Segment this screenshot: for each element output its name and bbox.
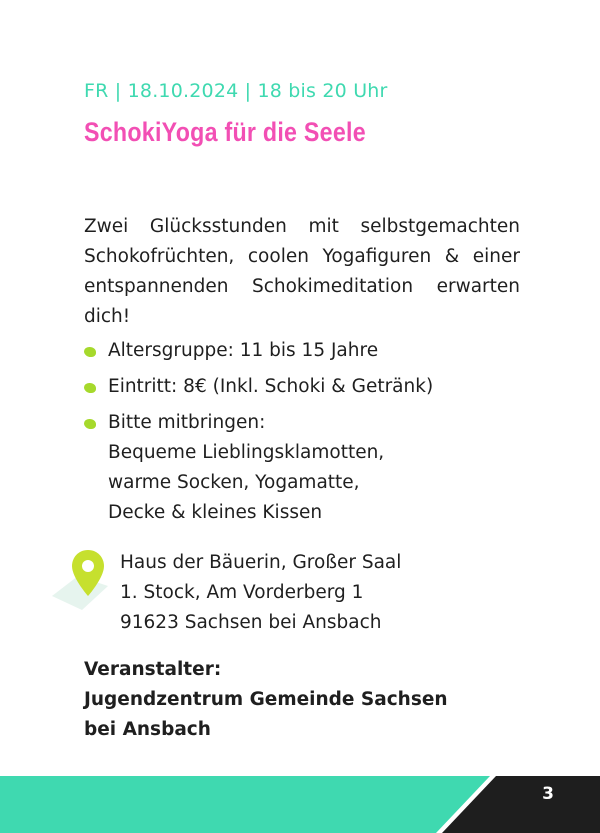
list-item-bring-along (84, 408, 534, 528)
event-details-list (84, 336, 534, 534)
page-footer (0, 776, 600, 833)
address-line: Haus der Bäuerin, Großer Saal (120, 552, 402, 573)
bullet-icon (84, 347, 96, 357)
address-line: 1. Stock, Am Vorderberg 1 (120, 582, 364, 603)
list-item-text: warme Socken, Yogamatte, (108, 472, 360, 493)
bullet-icon (84, 419, 96, 429)
list-item-text: Bitte mitbringen: (108, 412, 266, 433)
list-item-text: Altersgruppe: 11 bis 15 Jahre (108, 340, 379, 361)
footer-banner (0, 776, 600, 833)
event-location (52, 548, 552, 648)
address-line: 91623 Sachsen bei Ansbach (120, 612, 382, 633)
address (120, 548, 401, 638)
event-title: SchokiYoga für die Seele (84, 117, 366, 147)
event-date-line: FR | 18.10.2024 | 18 bis 20 Uhr (84, 80, 388, 102)
organizer-label: Veranstalter: (84, 659, 222, 680)
description-line: entspannenden Schokimeditation erwarten (84, 276, 520, 297)
description-line: dich! (84, 306, 131, 327)
list-item-admission (84, 372, 534, 402)
list-item-age-group (84, 336, 534, 366)
event-organizer (84, 655, 448, 745)
list-item-text: Decke & kleines Kissen (108, 502, 323, 523)
organizer-name-line: Jugendzentrum Gemeinde Sachsen (84, 689, 448, 710)
event-description (84, 212, 520, 332)
page-number: 3 (542, 784, 554, 804)
description-line: Schokofrüchten, coolen Yogafiguren & einer (84, 246, 520, 267)
list-item-text: Eintritt: 8€ (Inkl. Schoki & Getränk) (108, 376, 434, 397)
location-pin-icon (70, 548, 106, 598)
bullet-icon (84, 383, 96, 393)
description-line: Zwei Glücksstunden mit selbstgemachten (84, 216, 520, 237)
organizer-name-line: bei Ansbach (84, 719, 211, 740)
list-item-text: Bequeme Lieblingsklamotten, (108, 442, 385, 463)
